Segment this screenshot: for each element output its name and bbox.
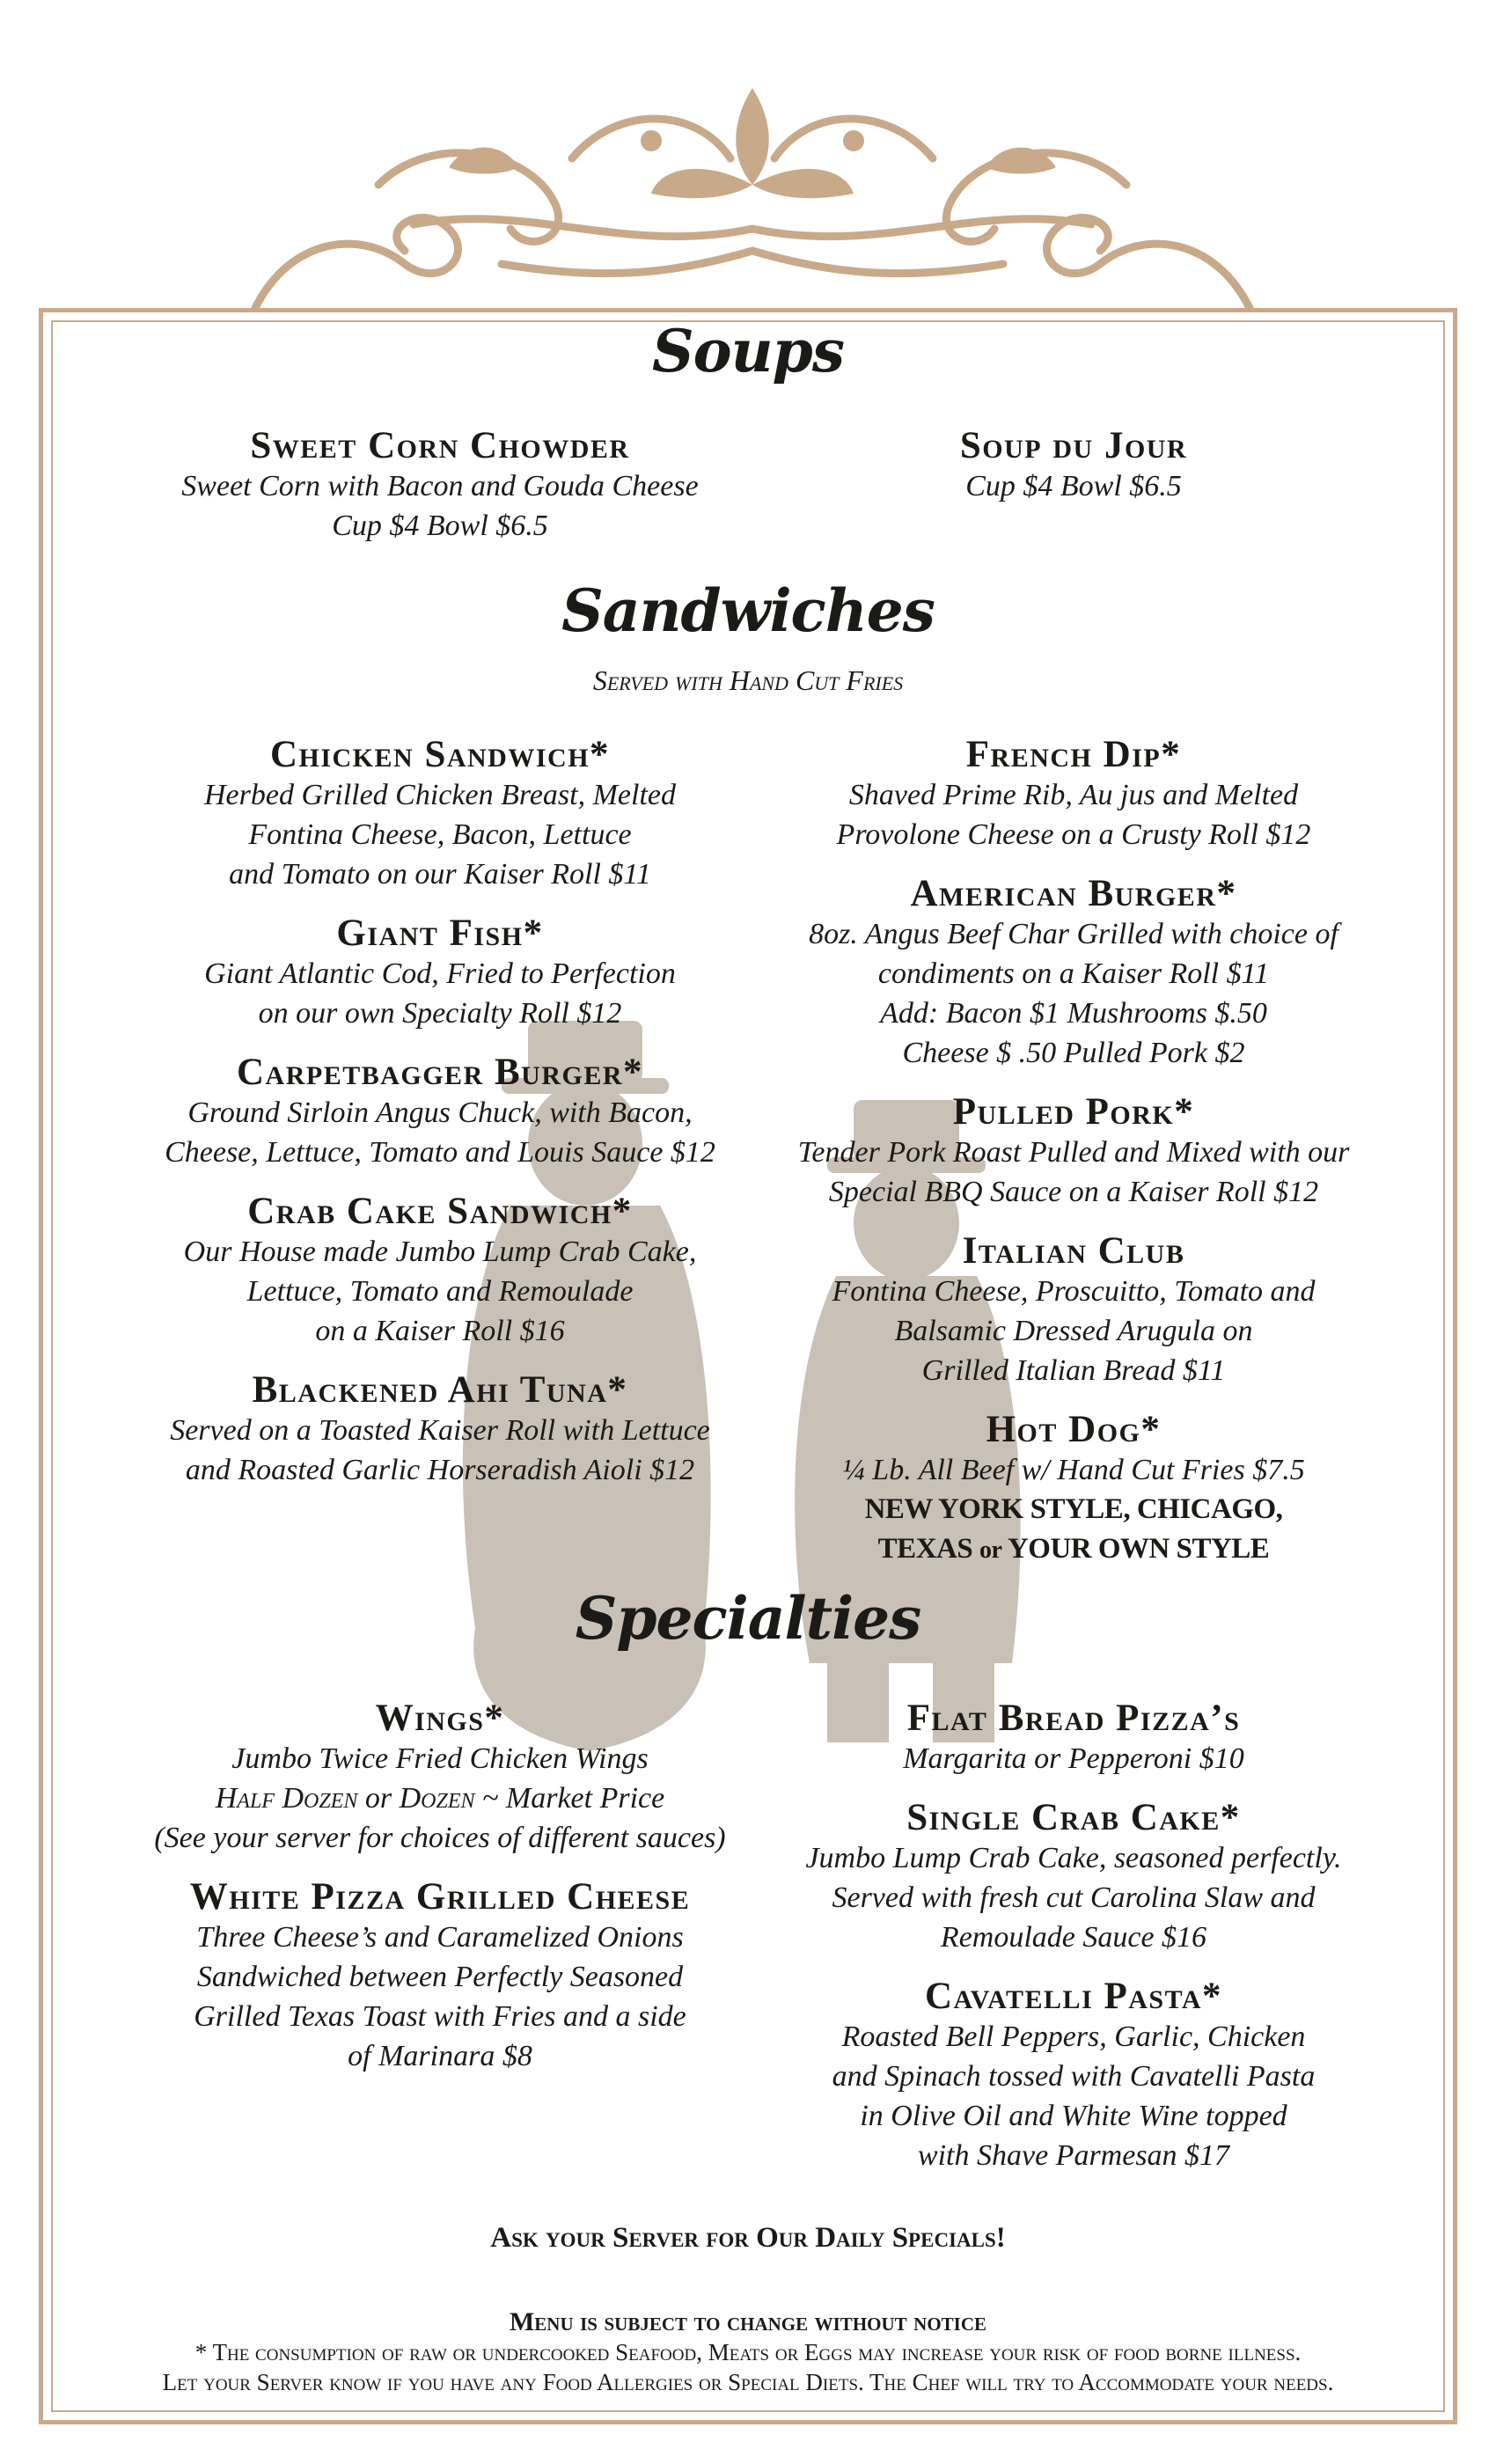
menu-item [757,1410,1390,1570]
item-desc: Add: Bacon $1 Mushrooms $.50 [880,997,1267,1030]
hot-dog-styles: NEW YORK STYLE, CHICAGO, [864,1493,1283,1525]
item-desc: Sweet Corn with Bacon and Gouda Cheese [181,470,699,502]
item-desc: Lettuce, Tomato and Remoulade [246,1275,634,1308]
item-desc: Grilled Texas Toast with Fries and a side [194,2000,686,2033]
menu-item [757,1976,1390,2175]
item-desc: Cheese $ .50 Pulled Pork $2 [902,1037,1245,1069]
item-desc: condiments on a Kaiser Roll $11 [877,957,1270,990]
menu-item [757,874,1390,1073]
specialties-left-column [123,1698,757,2095]
item-name: Carpetbagger Burger* [236,1052,644,1093]
item-desc: Sandwiched between Perfectly Seasoned [196,1961,684,1993]
menu-item [123,1052,757,1172]
menu-item [757,735,1390,854]
item-desc: on our own Specialty Roll $12 [258,997,622,1030]
menu-item [123,735,757,894]
section-title-soups: Soups [652,317,844,385]
item-desc: Tender Pork Roast Pulled and Mixed with our [797,1136,1350,1169]
menu-item [757,1698,1390,1778]
item-name: Hot Dog* [986,1409,1162,1450]
market-price: ~ Market Price [482,1782,665,1815]
item-name: American Burger* [910,873,1237,914]
item-name: Soup du Jour [959,425,1188,466]
style-text: YOUR OWN STYLE [1007,1533,1270,1565]
menu-item [123,1370,757,1490]
style-text: TEXAS [877,1533,973,1565]
footer-line: * The consumption of raw or undercooked Seafood, Meats or Eggs may increase your risk of food borne illness. [194,2339,1302,2365]
menu-item [757,1231,1390,1390]
section-title-sandwiches: Sandwiches [561,576,935,645]
item-desc: Balsamic Dressed Arugula on [894,1315,1253,1347]
item-name: Crab Cake Sandwich* [247,1191,633,1232]
item-name: Chicken Sandwich* [269,734,611,775]
menu-item [757,1092,1390,1212]
item-name: Single Crab Cake* [906,1797,1241,1838]
item-name: Flat Bread Pizza’s [906,1698,1241,1739]
sandwiches-subtitle: Served with Hand Cut Fries [592,664,904,696]
item-desc: Jumbo Lump Crab Cake, seasoned perfectly. [805,1842,1342,1874]
specialties-right-column [757,1698,1390,2195]
item-desc: 8oz. Angus Beef Char Grilled with choice of [809,918,1338,950]
item-desc: in Olive Oil and White Wine topped [860,2100,1287,2132]
section-title-specialties: Specialties [575,1584,921,1653]
sandwiches-right-column [757,735,1390,1589]
item-desc: and Spinach tossed with Cavatelli Pasta [832,2060,1316,2093]
item-desc: Special BBQ Sauce on a Kaiser Roll $12 [828,1176,1319,1208]
item-name: Pulled Pork* [952,1091,1195,1133]
item-name: Giant Fish* [336,913,544,954]
menu-item [123,1192,757,1351]
item-desc: Fontina Cheese, Proscuitto, Tomato and [832,1275,1316,1308]
item-desc: Herbed Grilled Chicken Breast, Melted [204,779,676,811]
item-desc: Cheese, Lettuce, Tomato and Louis Sauce $12 [165,1136,715,1169]
item-desc: Jumbo Twice Fried Chicken Wings [231,1742,649,1775]
menu-item [123,1877,757,2076]
sandwiches-left-column [123,735,757,1509]
item-desc: Grilled Italian Bread $11 [921,1354,1226,1387]
menu-item [757,1798,1390,1957]
menu-item [123,913,757,1033]
item-desc: Ground Sirloin Angus Chuck, with Bacon, [187,1096,693,1129]
dozen: Dozen [399,1782,475,1815]
menu-item [123,426,757,546]
item-name: Italian Club [962,1230,1185,1272]
item-desc: Three Cheese’s and Caramelized Onions [196,1921,684,1954]
item-desc: Our House made Jumbo Lump Crab Cake, [183,1236,697,1268]
item-desc: Remoulade Sauce $16 [940,1921,1207,1954]
item-desc: Margarita or Pepperoni $10 [903,1742,1244,1775]
item-desc: and Tomato on our Kaiser Roll $11 [229,858,651,891]
item-name: Blackened Ahi Tuna* [252,1369,628,1411]
footer-title: Menu is subject to change without notice [509,2307,987,2336]
hot-dog-styles [757,1529,1390,1570]
style-or: or [979,1536,1002,1564]
item-desc [123,1778,757,1818]
item-name: Wings* [375,1698,505,1739]
item-name: Sweet Corn Chowder [250,425,630,466]
header-flourish-icon [238,53,1267,317]
item-name: White Pizza Grilled Cheese [189,1876,691,1918]
item-desc: ¼ Lb. All Beef w/ Hand Cut Fries $7.5 [842,1454,1305,1486]
half-dozen: Half Dozen [215,1782,358,1815]
item-desc: and Roasted Garlic Horseradish Aioli $12 [185,1454,695,1486]
soups-right-column [757,426,1390,525]
item-desc: Cup $4 Bowl $6.5 [965,470,1182,502]
daily-specials-note: Ask your Server for Our Daily Specials! [490,2222,1006,2254]
item-name: French Dip* [965,734,1182,775]
or-text: or [364,1782,392,1815]
item-desc: Provolone Cheese on a Crusty Roll $12 [836,818,1311,851]
item-desc: with Shave Parmesan $17 [917,2139,1230,2172]
menu-item [123,1698,757,1858]
footer-line: Let your Server know if you have any Food Allergies or Special Diets. The Chef will try to Accommodate your needs. [162,2369,1334,2395]
menu-item [757,426,1390,506]
item-desc: (See your server for choices of different sauces) [154,1822,726,1854]
item-desc: on a Kaiser Roll $16 [315,1315,565,1347]
item-name: Cavatelli Pasta* [924,1976,1223,2017]
menu-footer [0,2307,1496,2397]
soups-left-column [123,426,757,565]
item-desc: Roasted Bell Peppers, Garlic, Chicken [841,2020,1306,2053]
item-desc: Served with fresh cut Carolina Slaw and [832,1881,1316,1914]
item-desc: Cup $4 Bowl $6.5 [332,510,548,542]
item-desc: Giant Atlantic Cod, Fried to Perfection [204,957,676,990]
item-desc: Served on a Toasted Kaiser Roll with Lettuce [170,1414,710,1447]
item-desc: Fontina Cheese, Bacon, Lettuce [248,818,632,851]
item-desc: of Marinara $8 [348,2040,532,2072]
item-desc: Shaved Prime Rib, Au jus and Melted [848,779,1299,811]
